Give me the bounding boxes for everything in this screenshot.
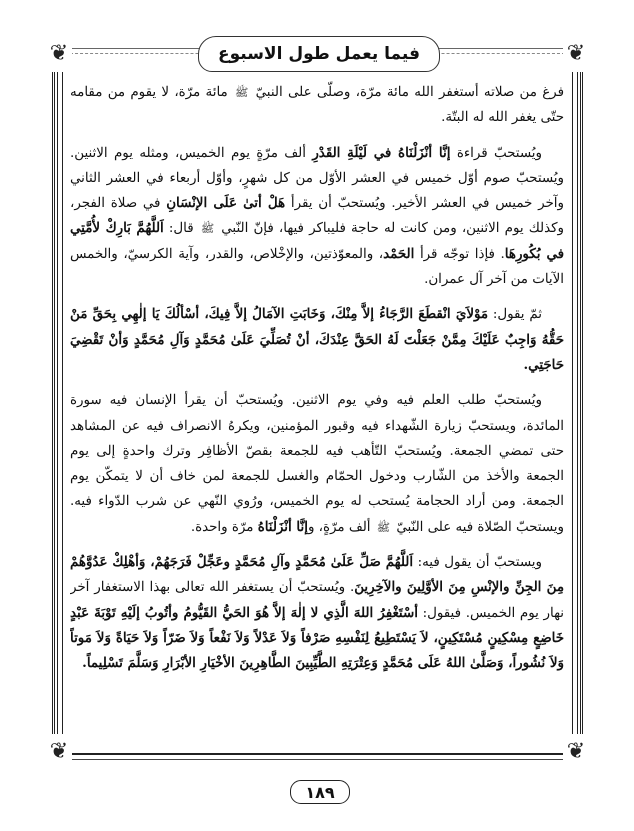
text: ، والمعوّذتين، والإخْلاص، والقدر، وآية الكرسيّ، والخمس الآيات من آخر آل عمران. [70,246,564,288]
prayer-quote: أسْتَغْفِرُ اللهَ الَّذِي لا إلٰهَ إلاَّ هُوَ الحَيُّ القَيُّومُ وأتُوبُ إلَيْهِ تَوْبَةَ عَبْدٍ خَاضِعٍ مِسْكِينٍ مُسْتَكِينٍ، لاَ يَسْتَطِيعُ لِنَفْسِهِ صَرْفاً وَلاَ عَدْلاً وَلاَ نَفْعاً وَلاَ ضَرّاً وَلاَ حَيَاةً وَلاَ مَوتاً وَلاَ نُشُوراً، وَصَلَّىٰ اللهُ عَلَى مُحَمَّدٍ وَعِتْرَتِهِ الطَّيِّبِينَ الطَّاهِرِينَ الأخْيَارِ الأبْرَارِ وَسَلَّمَ تَسْلِيماً. [70,604,564,672]
ornament-corner-icon: ❦ [563,734,589,770]
page-number-cartouche [290,780,350,804]
text: مرّة واحدة. [190,519,254,535]
salawat-seal-icon: ﷺ [200,222,215,236]
text: . ويُستحبّ أن يستغفر الله تعالى بهذا الاستغفار آخر نهار يوم الخميس. فيقول: [70,580,564,621]
ornament-corner-icon: ❦ [563,36,589,72]
prayer-quote: مَوْلاَيَ انْقطَعَ الرَّجَاءُ إلاَّ مِنْكَ، وَخَابَتِ الآمَالُ إلاَّ فِيكَ، أسْألُكَ يَا إلٰهِي بِحَقِّ مَنْ حَقُّهُ وَاجِبٌ عَلَيْكَ مِمَّنْ جَعَلْتَ لَهُ الحَقَّ عِنْدَكَ، أنْ تُصَلِّيَ عَلَىٰ مُحَمَّدٍ وَآلِ مُحَمَّدٍ وَأنْ تَقْضِيَ حَاجَتِي. [70,306,564,373]
text: في صلاة الفجر، وكذلك يوم الاثنين، ومن كانت له حاجة فليباكر فيها، فإنّ النّبي [70,196,564,237]
frame-right-rule [572,40,578,762]
text: . فإذا توجّه قرأ [419,246,505,262]
page-body [70,80,564,756]
text: مائة مرّة، لا يقوم من مقامه حتّى يغفر الله له البتّة. [70,85,564,126]
prayer-quote: اَللَّهُمَّ بَارِكْ لأُمَّتِي في بُكُورِهَا [70,220,564,262]
text: ويُستحبّ طلب العلم فيه وفي يوم الاثنين. ويُستحبّ أن يقرأ الإنسان فيه سورة المائدة، ويستحبّ زيارة الشّهداء فيه وقبور المؤمنين، ويكرهُ الانصراف فيه عن المشاهد حتى تمضي الجمعة. ويُستحبّ التّأهب فيه للجمعة بقصّ الأظافِر وترك واحدةٍ إلى يوم الجمعة والأخذ من الشّارب ودخول الحمّام والغسل للجمعة لمن خاف أن لا يتمكّن يوم الجمعة. ومن أراد الحجامة يُستحب له يوم الخميس، ورُوي النّهي عن شرب الدّواء فيه. ويستحبّ الصّلاة فيه على النّبيّ [70,393,564,535]
salawat-seal-icon: ﷺ [235,86,249,99]
paragraph-3 [70,302,564,378]
ornament-corner-icon: ❦ [46,36,72,72]
text: ألف مرّةٍ، و [307,519,371,535]
quran-quote: هَلْ أتىٰ عَلَى الإنْسَانِ [166,195,286,212]
paragraph-2 [70,141,564,293]
page-number: ١٨٩ [305,782,335,802]
page-title: فيما يعمل طول الاسبوع [218,44,420,64]
text: ويستحبّ أن يقول فيه: [417,555,542,571]
quran-quote: إنَّا أنْزَلْنَاهُ في لَيْلَةِ القَدْرِ [312,144,451,161]
text: قال: [168,221,194,237]
text: ثمّ يقول: [492,307,542,323]
paragraph-4 [70,388,564,540]
prayer-quote: اَللَّهُمَّ صَلِّ عَلَىٰ مُحَمَّدٍ وآلِ مُحَمَّدٍ وعَجِّلْ فَرَجَهُمْ، وَأهْلِكْ عَدُوَّهُمْ مِنَ الجِنِّ والإنْسِ مِنَ الأوَّلِينَ والآخِرِينَ [70,554,564,596]
page-header-cartouche [198,36,440,72]
text: فرغ من صلاته أستغفر الله مائة مرّة، وصلّى على النبيّ [255,85,564,100]
ornament-corner-icon: ❦ [46,734,72,770]
salawat-seal-icon: ﷺ [376,520,391,534]
quran-quote: إنَّا أنْزَلْنَاهُ [257,518,308,535]
quran-quote: الحَمْد [383,245,415,262]
paragraph-1 [70,80,564,131]
text: ويُستحبّ قراءة [456,145,542,161]
paragraph-5 [70,550,564,676]
text: ألف مرّةٍ يوم الخميس، ومثله يوم الاثنين. ويُستحبّ صوم أوّل خميس في العشر الأوّل من كل شهرٍ، وأوّل أربعاء في العشر الثاني وآخر خميس في العشر الأخير. ويُستحبّ أن يقرأ [70,145,564,212]
frame-left-rule [57,40,63,762]
